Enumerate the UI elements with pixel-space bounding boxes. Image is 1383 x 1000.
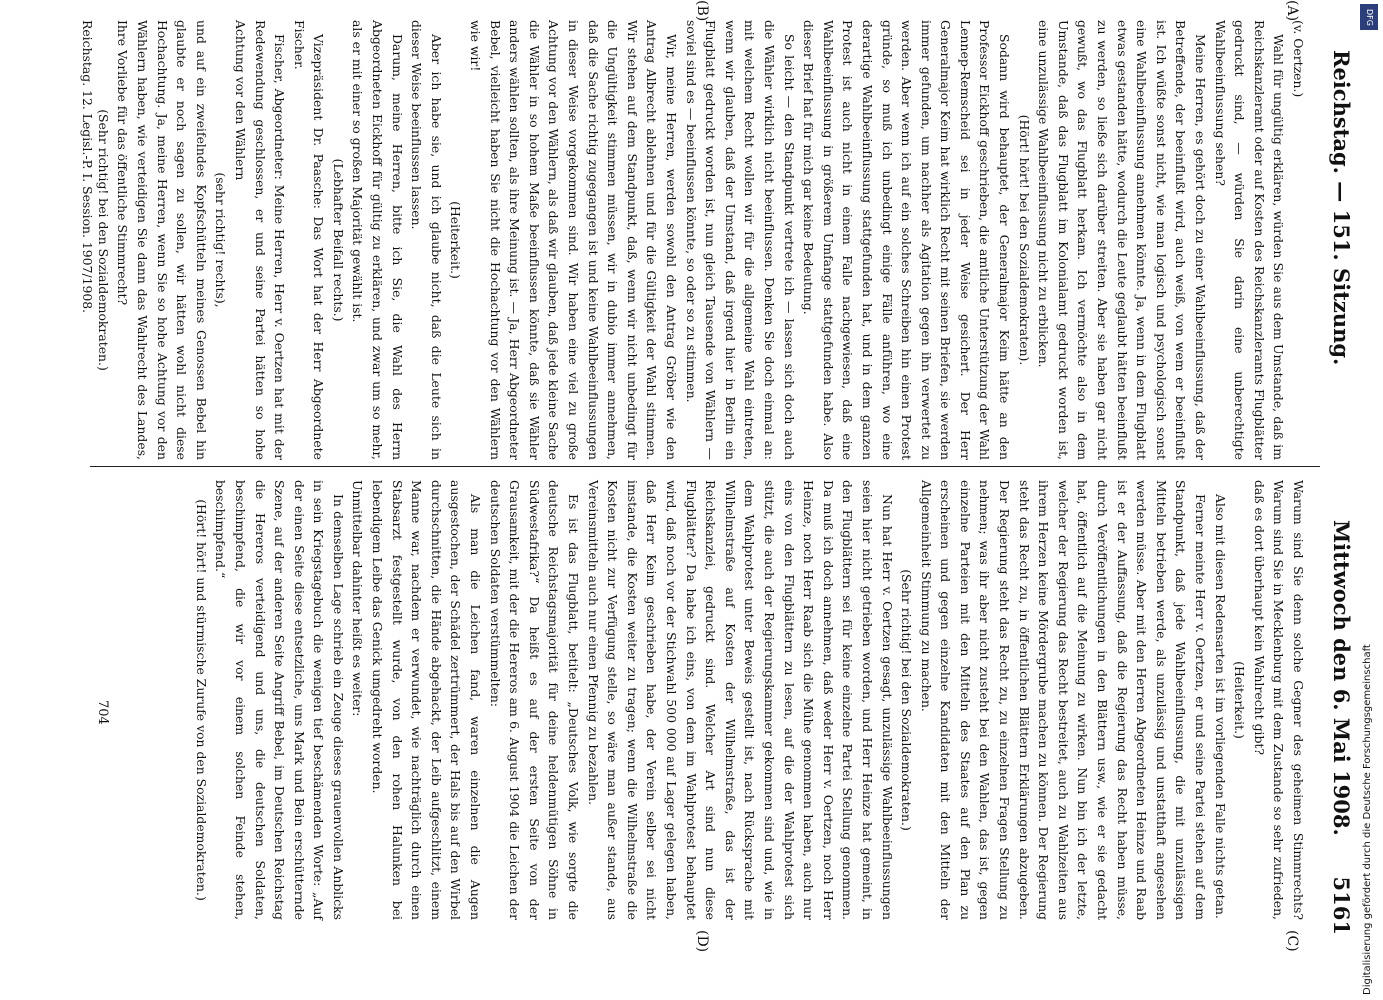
paragraph: Meine Herren, es gehört doch zu einer Wahlbeeinflussung, daß der Betreffende, der beeinflußt wird, auch weiß, von wem er beeinflußt ist. Ich wüßte sonst nicht, wie man logisch und psychologisch sonst eine Wahlbeeinflussung annehmen könnte. Ja, wenn in dem Flugblatt etwas gestanden hätte, wodurch die Leute geglaubt hätten beeinflußt zu werden, so ließe sich darüber streiten. Aber sie haben gar nicht gewußt, wo das Flugblatt herkam. Ich vermöchte also in dem Umstande, daß das Flugblatt im Kolonialamt gedruckt worden ist, eine unzulässige Wahlbeeinflussung nicht zu erblicken. (1036, 20, 1209, 461)
page-number: 5161 (1329, 876, 1354, 935)
paragraph: Aber ich habe sie, und ich glaube nicht, daß die Leute sich in dieser Weise beeinflussen lassen. (409, 20, 444, 460)
right-column (98, 480, 1308, 920)
header-middle: Mittwoch den 6. Mai 1908. (1329, 520, 1354, 836)
paragraph: Fischer, Abgeordneter: Meine Herren, Herr v. Oertzen hat mit der Redewendung geschlossen, er und seine Partei hätten so hohe Achtung vor den Wählern (232, 20, 288, 460)
margin-marker-d: (D) (694, 930, 710, 953)
interjection: (Sehr richtig! bei den Sozialdemokraten.) (899, 569, 915, 831)
margin-marker-c: (C) (1284, 930, 1300, 952)
running-header (1320, 20, 1360, 945)
paragraph: Unmittelbar dahinter heißt es weiter: (350, 480, 366, 717)
dfg-logo: DFG (1360, 4, 1378, 30)
quotation: In demselben Lage schrieb ein Zeuge dieses grauenvollen Anblicks in sein Kriegstagebuch die wenigen tief beschämenden Worte: „Auf der einen Seite diese entsetzliche, uns Mark und Bein erschütternde Szene, auf der anderen Seite Angriff Bebel, im Deutschen Reichstag die Hereros verteidigend und uns, die deutschen Soldaten, beschimpfend, die wir vor einem solchen Feinde stehen, beschimpfend.“ (213, 480, 346, 920)
header-left: Reichstag. — 151. Sitzung. (1329, 50, 1354, 366)
margin-marker-a: (A) (1284, 0, 1300, 22)
column-divider (90, 466, 1320, 467)
interjection: (Lebhafter Beifall rechts.) (330, 158, 346, 322)
interjection: (Heiterkeit.) (1232, 661, 1248, 739)
paragraph: So leicht — den Standpunkt vertrete ich — lassen sich doch auch die Wähler wirklich nicht beeinflussen. Denken Sie doch einmal an: mit welchem Recht wollen wir für die allgemeine Wahl eintreten, wenn wir glauben, daß der Umstand, daß irgend hier in Berlin ein Flugblatt gedruckt worden ist, nun gleich Tausende von Wählern — soviel sind es — beeinflussen könnte, so oder so zu stimmen. (683, 20, 797, 460)
interjection: (Hört! hört! bei den Sozialdemokraten). (1016, 114, 1032, 366)
paragraph: Darum, meine Herren, bitte ich Sie, die Wahl des Herrn Abgeordneten Eickhoff für gültig zu erklären, und zwar um so mehr, als er mit einer so großen Majorität gewählt ist. (350, 20, 405, 460)
interjection: (Heiterkeit.) (448, 201, 464, 279)
paragraph: (v. Oertzen.) (1291, 20, 1306, 98)
quotation: Als man die Leichen fand, waren einzelnen die Augen ausgestochen, der Schädel zertrümmert, der Hals bis auf den Wirbel durchschnitten, die Hände abgehackt, der Leib aufgeschlitzt, einem Manne war, nachdem er verwundet, wie nachträglich durch einen Stabsarzt festgestellt wurde, von den rohen Halunken bei lebendigem Leibe das Genick umgedreht worden. (370, 480, 484, 920)
paragraph: Vizepräsident Dr. Paasche: Das Wort hat der Herr Abgeordnete Fischer. (291, 20, 327, 460)
interjection: (Sehr richtig! bei den Sozialdemokraten.) (95, 109, 111, 371)
paragraph: Nun hat Herr v. Oertzen gesagt, unzulässige Wahlbeeinflussungen seien hier nicht getrieben worden, und Herr Heinze hat gemeint, in den Flugblättern sei für keine einzelne Partei Stellung genommen. Da muß ich doch annehmen, daß weder Herr v. Oertzen, noch Herr Heinze, noch Herr Raab sich die Mühe genommen haben, auch nur eins von den Flugblättern zu lesen, auf die der Wahlprotest sich stützt, die auch der Regierungskammer gekommen sind und, wie in dem Wahlprotest unter Beweis gestellt ist, nach Rücksprache mit Wilhelmstraße auf Kosten der Wilhelmstraße, das ist der Reichskanzlei, gedruckt sind. Welcher Art sind nun diese Flugblätter? Da habe ich eins, von dem im Wahlprotest behauptet wird, daß noch vor der Stichwahl 500 000 auf Lager gelegen haben, daß Herr Keim geschrieben habe, der Verein selber sei nicht imstande, die Kosten weiter zu tragen; wenn die Wilhelmstraße die Kosten nicht zur Verfügung stelle, so wäre man außer stande, aus Vereinsmitteln auch nur einen Pfennig zu bezahlen. (585, 480, 895, 920)
footer-signature: 704 (95, 700, 110, 725)
paragraph: Es ist das Flugblatt, betitelt: „Deutsches Volk, wie sorgte die deutsche Reichstagsmajorität für deine heldenmütigen Söhne in Südwestafrika?“ Da heißt es auf der ersten Seite von der Grausamkeit, mit der die Hereros am 6. August 1904 die Leichen der deutschen Soldaten verstümmelten: (487, 480, 582, 920)
paragraph: Sodann wird behauptet, der Generalmajor Keim hätte an den Professor Eickhoff geschrieben, die amtliche Unterstützung der Wahl Lennep-Remscheid sei in jeder Weise gesichert. Der Herr Generalmajor Keim hat wirklich Recht mit seinen Briefen, sie werden immer gefunden, um nachher als Agitation gegen ihn verwertet zu werden. Aber wenn ich auf ein solches Schreiben hin einen Protest gründe, so muß ich unbedingt einige Fälle anführen, wo eine derartige Wahlbeeinflussung stattgefunden hat, und in dem ganzen Protest ist auch nicht in einem Falle nachgewiesen, daß eine Wahlbeeinflussung in größerem Umfange stattgefunden habe. Also dieser Brief hat für mich gar keine Bedeutung. (801, 20, 1013, 460)
paragraph: Wahl für ungültig erklären, würden Sie aus dem Umstande, daß im Reichskanzleramt oder auf Kosten des Reichskanzleramts Flugblätter gedruckt sind, — würden Sie darin eine unberechtigte Wahlbeeinflussung sehen? (1212, 20, 1287, 460)
left-column (95, 20, 1308, 461)
interjection: (Hört! hört! und stürmische Zurufe von den Sozialdemokraten.) (193, 499, 209, 901)
paragraph: Also mit diesen Redensarten ist im vorliegenden Falle nichts getan. (1212, 494, 1228, 919)
paragraph: Wir, meine Herren, werden sowohl den Antrag Gröber wie den Antrag Albrecht ablehnen und für die Gültigkeit der Wahl stimmen. Wir stehen auf dem Standpunkt, daß, wenn wir nicht unbedingt für die Ungültigkeit stimmen müssen, wir in dubio immer annehmen, daß die Sache richtig zugegangen ist und keine Wahlbeeinflussungen in dieser Weise vorgekommen sind. Wir haben eine viel zu große Achtung vor den Wählern, als daß wir glauben, daß jede kleine Sache die Wähler in so hohem Maße beeinflussen könnte, daß sie Wähler anders wählen sollten, als ihre Meinung ist. — Ja, Herr Abgeordneter Bebel, vielleicht haben Sie nicht die Hochachtung vor den Wählern wie wir! (468, 20, 679, 460)
margin-marker-b: (B) (694, 0, 710, 22)
footer-left: Reichstag. 12. Legisl.-P. I. Session. 1907/1908. (80, 20, 95, 314)
dfg-notice: Digitalisierung gefördert durch die Deutsche Forschungsgemeinschaft (1362, 644, 1373, 995)
paragraph: Ferner meinte Herr v. Oertzen, er und seine Partei stehen auf dem Standpunkt, daß jede Wahlbeeinflussung, die mit unzulässigen Mitteln betrieben werde, als unzulässig und unstatthaft angesehen werden müsse. Aber mit den Herren Abgeordneten Heinze und Raab ist er der Auffassung, daß die Regierung das Recht haben müsse, durch Veröffentlichungen in den Blättern usw., wie er sie gedacht hat, öffentlich auf die Meinung zu wirken. Nun bin ich der letzte, welcher der Regierung das Recht bestreitet, auch zu Wahlzeiten aus ihrem Herzen keine Mördergrube machen zu können. Der Regierung steht das Recht zu, in öffentlichen Blättern Erklärungen abzugeben. Der Regierung steht das Recht zu, zu einzelnen Fragen Stellung zu nehmen; was ihr aber nicht zusteht bei den Wahlen, das ist, gegen einzelne Parteien mit den Mitteln des Staates auf den Plan zu erscheinen und gegen einzelne Kandidaten mit den Mitteln der Allgemeinheit Stimmung zu machen. (918, 480, 1209, 920)
rotated-scan (30, 0, 1360, 960)
interjection: (sehr richtig! rechts), (213, 172, 229, 308)
paragraph: Warum sind Sie denn solche Gegner des geheimen Stimmrechts? Warum sind Sie in Mecklenburg mit dem Zustande so sehr zufrieden, daß es dort überhaupt kein Wahlrecht gibt? (1251, 480, 1306, 920)
paragraph: und auf ein zweifelndes Kopfschütteln meines Genossen Bebel hin glaubte er noch sagen zu sollen, wir hätten wohl nicht diese Hochachtung. Ja, meine Herren, wenn Sie so hohe Achtung vor den Wählern haben, wie verteidigen Sie dann das Wahlrecht des Landes, Ihre Vorliebe für das öffentliche Stimmrecht? (115, 20, 209, 460)
